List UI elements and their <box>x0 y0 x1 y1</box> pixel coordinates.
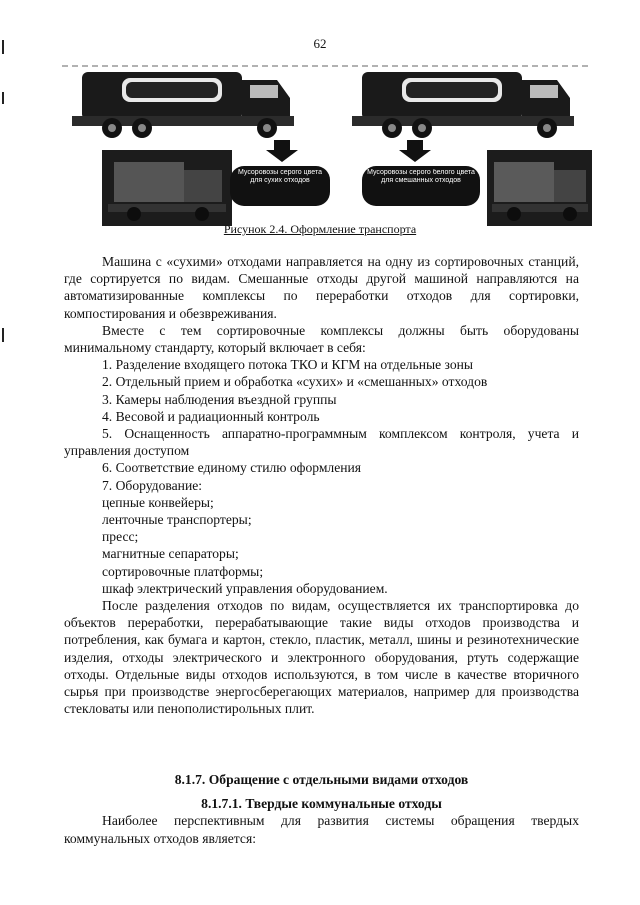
equipment-item: шкаф электрический управления оборудованием. <box>102 580 388 596</box>
scan-mark <box>2 328 4 342</box>
section <box>64 771 579 847</box>
truck-left <box>72 72 294 138</box>
trucks-illustration <box>62 58 592 233</box>
equipment-item: магнитные сепараторы; <box>102 546 239 562</box>
section-heading: 8.1.7. Обращение с отдельными видами отходов <box>174 772 469 787</box>
list-item: 2. Отдельный прием и обработка «сухих» и «смешанных» отходов <box>102 374 488 390</box>
truck-right <box>352 72 574 138</box>
paragraph: Вместе с тем сортировочные комплексы должны быть оборудованы минимальному стандарту, который включает в себя: <box>64 322 579 356</box>
figure-trucks <box>62 58 592 233</box>
equipment-item: ленточные транспортеры; <box>102 512 252 528</box>
subsection-heading: 8.1.7.1. Твердые коммунальные отходы <box>201 796 442 812</box>
arrow-down-icon <box>266 140 298 162</box>
list-item: 7. Оборудование: <box>102 477 203 493</box>
list-item: 3. Камеры наблюдения въездной группы <box>102 391 337 407</box>
equipment-item: сортировочные платформы; <box>102 563 264 579</box>
paragraph: Машина с «сухими» отходами направляется на одну из сортировочных станций, где сортируется по видам. Смешанные отходы другой машиной направляются на автоматизированные комплексы по переработки отходов для сортировки, компостирования и обезвреживания. <box>64 254 579 321</box>
list-item: 5. Оснащенность аппаратно-программным комплексом контроля, учета и управления доступом <box>64 426 579 459</box>
figure-label-right: Мусоровозы серого белого цвета для смешанных отходов <box>367 169 475 184</box>
figure-label-left: Мусоровозы серого цвета для сухих отходов <box>238 169 322 184</box>
list-item: 4. Весовой и радиационный контроль <box>102 408 320 424</box>
equipment-item: цепные конвейеры; <box>102 494 214 510</box>
scan-mark <box>2 92 4 104</box>
list-item: 6. Соответствие единому стилю оформления <box>102 460 362 476</box>
body-text <box>64 253 579 717</box>
paragraph: После разделения отходов по видам, осуществляется их транспортировка до объектов переработки, перерабатывающие такие виды отходов производства и потребления, как бумага и картон, стекло, пластик, металл, шины и резинотехнические изделия, отходы электрического и электронного оборудования, ртуть содержащие отходы. Отдельные виды отходов используются, в том числе в качестве вторичного сырья при производстве энергосберегающих материалов, например для производства стекловаты или пенополистирольных плит. <box>64 598 579 717</box>
figure-caption-text: Рисунок 2.4. Оформление транспорта <box>223 222 417 236</box>
arrow-down-icon <box>399 140 431 162</box>
page-number: 62 <box>313 36 327 51</box>
list-item: 1. Разделение входящего потока ТКО и КГМ на отдельные зоны <box>102 357 474 373</box>
equipment-item: пресс; <box>102 529 139 545</box>
figure-caption <box>0 222 640 237</box>
paragraph: Наиболее перспективным для развития системы обращения твердых коммунальных отходов является: <box>64 813 579 846</box>
